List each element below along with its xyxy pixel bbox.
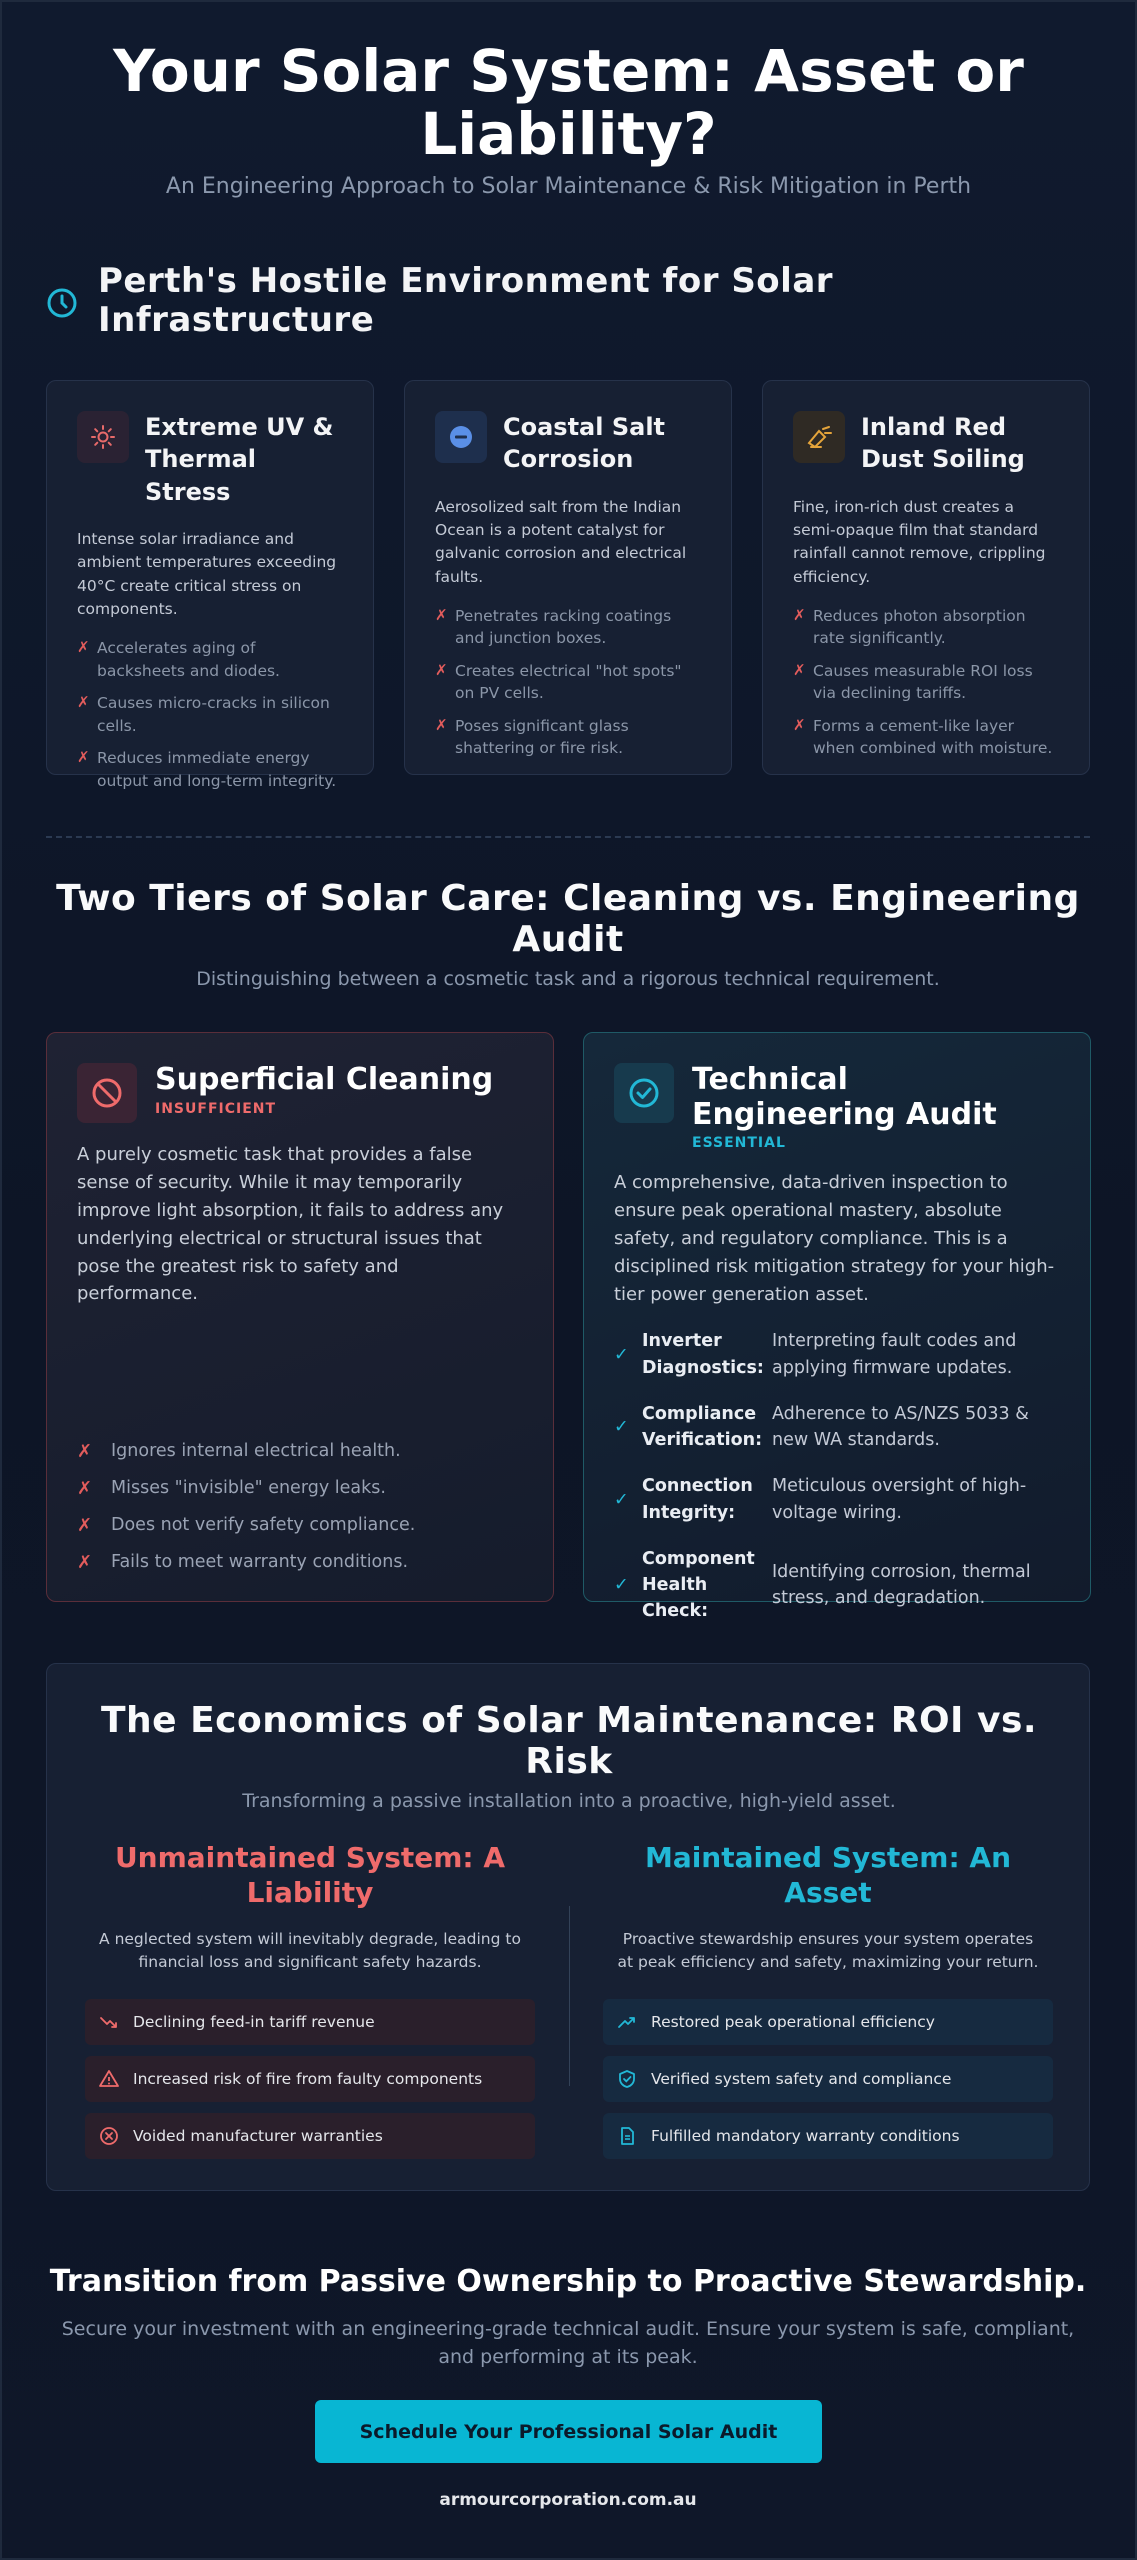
list-item: Restored peak operational efficiency: [603, 1999, 1053, 2045]
tier-title: Technical Engineering Audit: [692, 1062, 997, 1132]
list-item: ✗ Causes measurable ROI loss via declining tariffs.: [793, 660, 1059, 705]
footer-link[interactable]: armourcorporation.com.au: [439, 2490, 697, 2510]
card-title: Inland Red Dust Soiling: [861, 413, 1025, 474]
page-subtitle: An Engineering Approach to Solar Maintenance & Risk Mitigation in Perth: [165, 174, 972, 199]
list-item: ✗ Reduces immediate energy output and long-term integrity.: [77, 747, 343, 792]
shield-check-icon: [617, 2069, 637, 2089]
page-title: Your Solar System: Asset or Liability?: [113, 37, 1024, 168]
schedule-audit-button[interactable]: Schedule Your Professional Solar Audit: [315, 2400, 822, 2463]
dust-icon: [793, 411, 845, 463]
x-mark-icon: ✗: [435, 715, 448, 734]
check-icon: ✓: [614, 1344, 629, 1365]
list-item: ✗ Causes micro-cracks in silicon cells.: [77, 692, 343, 737]
x-mark-icon: ✗: [77, 1478, 93, 1499]
x-mark-icon: ✗: [77, 638, 90, 657]
list-item: ✗ Creates electrical "hot spots" on PV cells.: [435, 660, 701, 705]
x-mark-icon: ✗: [77, 1515, 93, 1536]
list-item: ✗ Accelerates aging of backsheets and diodes.: [77, 637, 343, 682]
list-item: ✗ Poses significant glass shattering or fire risk.: [435, 715, 701, 760]
tier-card-audit: [583, 1032, 1091, 1622]
audit-checklist: [614, 1328, 1060, 1624]
unmaintained-title: Unmaintained System: A Liability: [114, 1841, 506, 1909]
x-mark-icon: ✗: [435, 660, 448, 679]
card-points: [793, 605, 1059, 760]
card-description: Intense solar irradiance and ambient temperatures exceeding 40°C create critical stress on components.: [77, 530, 337, 618]
list-item: ✓ Component Health Check: Identifying corrosion, thermal stress, and degradation.: [614, 1548, 1031, 1622]
list-item: ✗ Does not verify safety compliance.: [77, 1515, 416, 1536]
check-icon: ✓: [614, 1489, 629, 1510]
clock-icon: [46, 287, 78, 319]
check-icon: ✓: [614, 1575, 629, 1596]
x-mark-icon: ✗: [793, 660, 806, 679]
list-item: ✓ Compliance Verification: Adherence to AS/NZS 5033 & new WA standards.: [614, 1403, 1029, 1451]
x-mark-icon: ✗: [77, 1552, 93, 1573]
environment-cards: [46, 380, 1090, 790]
trending-down-icon: [99, 2012, 119, 2032]
status-badge: ESSENTIAL: [692, 1135, 786, 1151]
unmaintained-description: A neglected system will inevitably degrade, leading to financial loss and significant safety hazards.: [99, 1930, 521, 1972]
environment-section-header: [46, 262, 1046, 340]
card-points: [77, 637, 343, 792]
tiers-subtitle: Distinguishing between a cosmetic task and a rigorous technical requirement.: [196, 968, 940, 990]
x-circle-icon: [99, 2126, 119, 2146]
card-points: [435, 605, 701, 760]
x-mark-icon: ✗: [77, 693, 90, 712]
economics-title: The Economics of Solar Maintenance: ROI vs. Risk: [100, 1700, 1038, 1783]
maintained-title: Maintained System: An Asset: [644, 1841, 1012, 1909]
section-divider: [46, 836, 1090, 838]
warning-icon: [99, 2069, 119, 2089]
list-item: ✓ Inverter Diagnostics: Interpreting fault codes and applying firmware updates.: [614, 1331, 1017, 1378]
economics-section: [46, 1663, 1090, 2191]
document-icon: [617, 2126, 637, 2146]
tier-points: [77, 1425, 415, 1573]
list-item: ✗ Fails to meet warranty conditions.: [77, 1552, 409, 1573]
x-mark-icon: ✗: [793, 605, 806, 624]
environment-card-salt: [404, 380, 732, 775]
column-divider: [569, 1906, 570, 2086]
tier-title: Superficial Cleaning: [155, 1062, 494, 1097]
minus-circle-icon: [435, 411, 487, 463]
maintained-column: [603, 1840, 1053, 2159]
check-icon: ✓: [614, 1417, 629, 1438]
maintained-description: Proactive stewardship ensures your system operates at peak efficiency and safety, maximizing your return.: [617, 1930, 1039, 1972]
tiers-title: Two Tiers of Solar Care: Cleaning vs. Engineering Audit: [56, 878, 1080, 961]
unmaintained-column: [85, 1840, 535, 2159]
list-item: ✗ Penetrates racking coatings and junction boxes.: [435, 605, 701, 650]
card-description: Aerosolized salt from the Indian Ocean is a potent catalyst for galvanic corrosion and electrical faults.: [435, 497, 687, 586]
status-badge: INSUFFICIENT: [155, 1100, 277, 1117]
card-description: Fine, iron-rich dust creates a semi-opaque film that standard rainfall cannot remove, crippling efficiency.: [793, 497, 1046, 586]
list-item: Verified system safety and compliance: [603, 2056, 1053, 2102]
tier-card-cleaning: [46, 1032, 554, 1602]
list-item: Increased risk of fire from faulty components: [85, 2056, 535, 2102]
sun-icon: [77, 411, 129, 463]
x-mark-icon: ✗: [793, 715, 806, 734]
cta-title: Transition from Passive Ownership to Proactive Stewardship.: [49, 2264, 1087, 2299]
trending-up-icon: [617, 2012, 637, 2032]
prohibited-icon: [77, 1063, 137, 1123]
tier-description: A comprehensive, data-driven inspection to ensure peak operational mastery, absolute safety, and regulatory compliance. This is a disciplined risk mitigation strategy for your high-tier power generation asset.: [614, 1172, 1055, 1305]
list-item: Voided manufacturer warranties: [85, 2113, 535, 2159]
environment-card-dust: [762, 380, 1090, 775]
x-mark-icon: ✗: [435, 605, 448, 624]
x-mark-icon: ✗: [77, 748, 90, 767]
card-title: Extreme UV & Thermal Stress: [145, 413, 334, 506]
x-mark-icon: ✗: [77, 1441, 93, 1462]
tier-description: A purely cosmetic task that provides a false sense of security. While it may temporarily improve light absorption, it fails to address any underlying electrical or structural issues that pose the greatest risk to safety and performance.: [77, 1144, 504, 1305]
list-item: ✗ Misses "invisible" energy leaks.: [77, 1478, 386, 1499]
list-item: ✗ Ignores internal electrical health.: [77, 1441, 401, 1462]
list-item: ✗ Reduces photon absorption rate significantly.: [793, 605, 1059, 650]
card-title: Coastal Salt Corrosion: [503, 413, 666, 474]
list-item: ✗ Forms a cement-like layer when combined with moisture.: [793, 715, 1059, 760]
list-item: Fulfilled mandatory warranty conditions: [603, 2113, 1053, 2159]
cta-subtitle: Secure your investment with an engineering-grade technical audit. Ensure your system is safe, compliant, and performing at its peak.: [61, 2318, 1075, 2368]
list-item: ✓ Connection Integrity: Meticulous oversight of high-voltage wiring.: [614, 1476, 1027, 1523]
economics-subtitle: Transforming a passive installation into a proactive, high-yield asset.: [242, 1790, 896, 1812]
list-item: Declining feed-in tariff revenue: [85, 1999, 535, 2045]
check-circle-icon: [614, 1063, 674, 1123]
environment-title: Perth's Hostile Environment for Solar Infrastructure: [98, 261, 834, 341]
environment-card-uv: [46, 380, 374, 790]
